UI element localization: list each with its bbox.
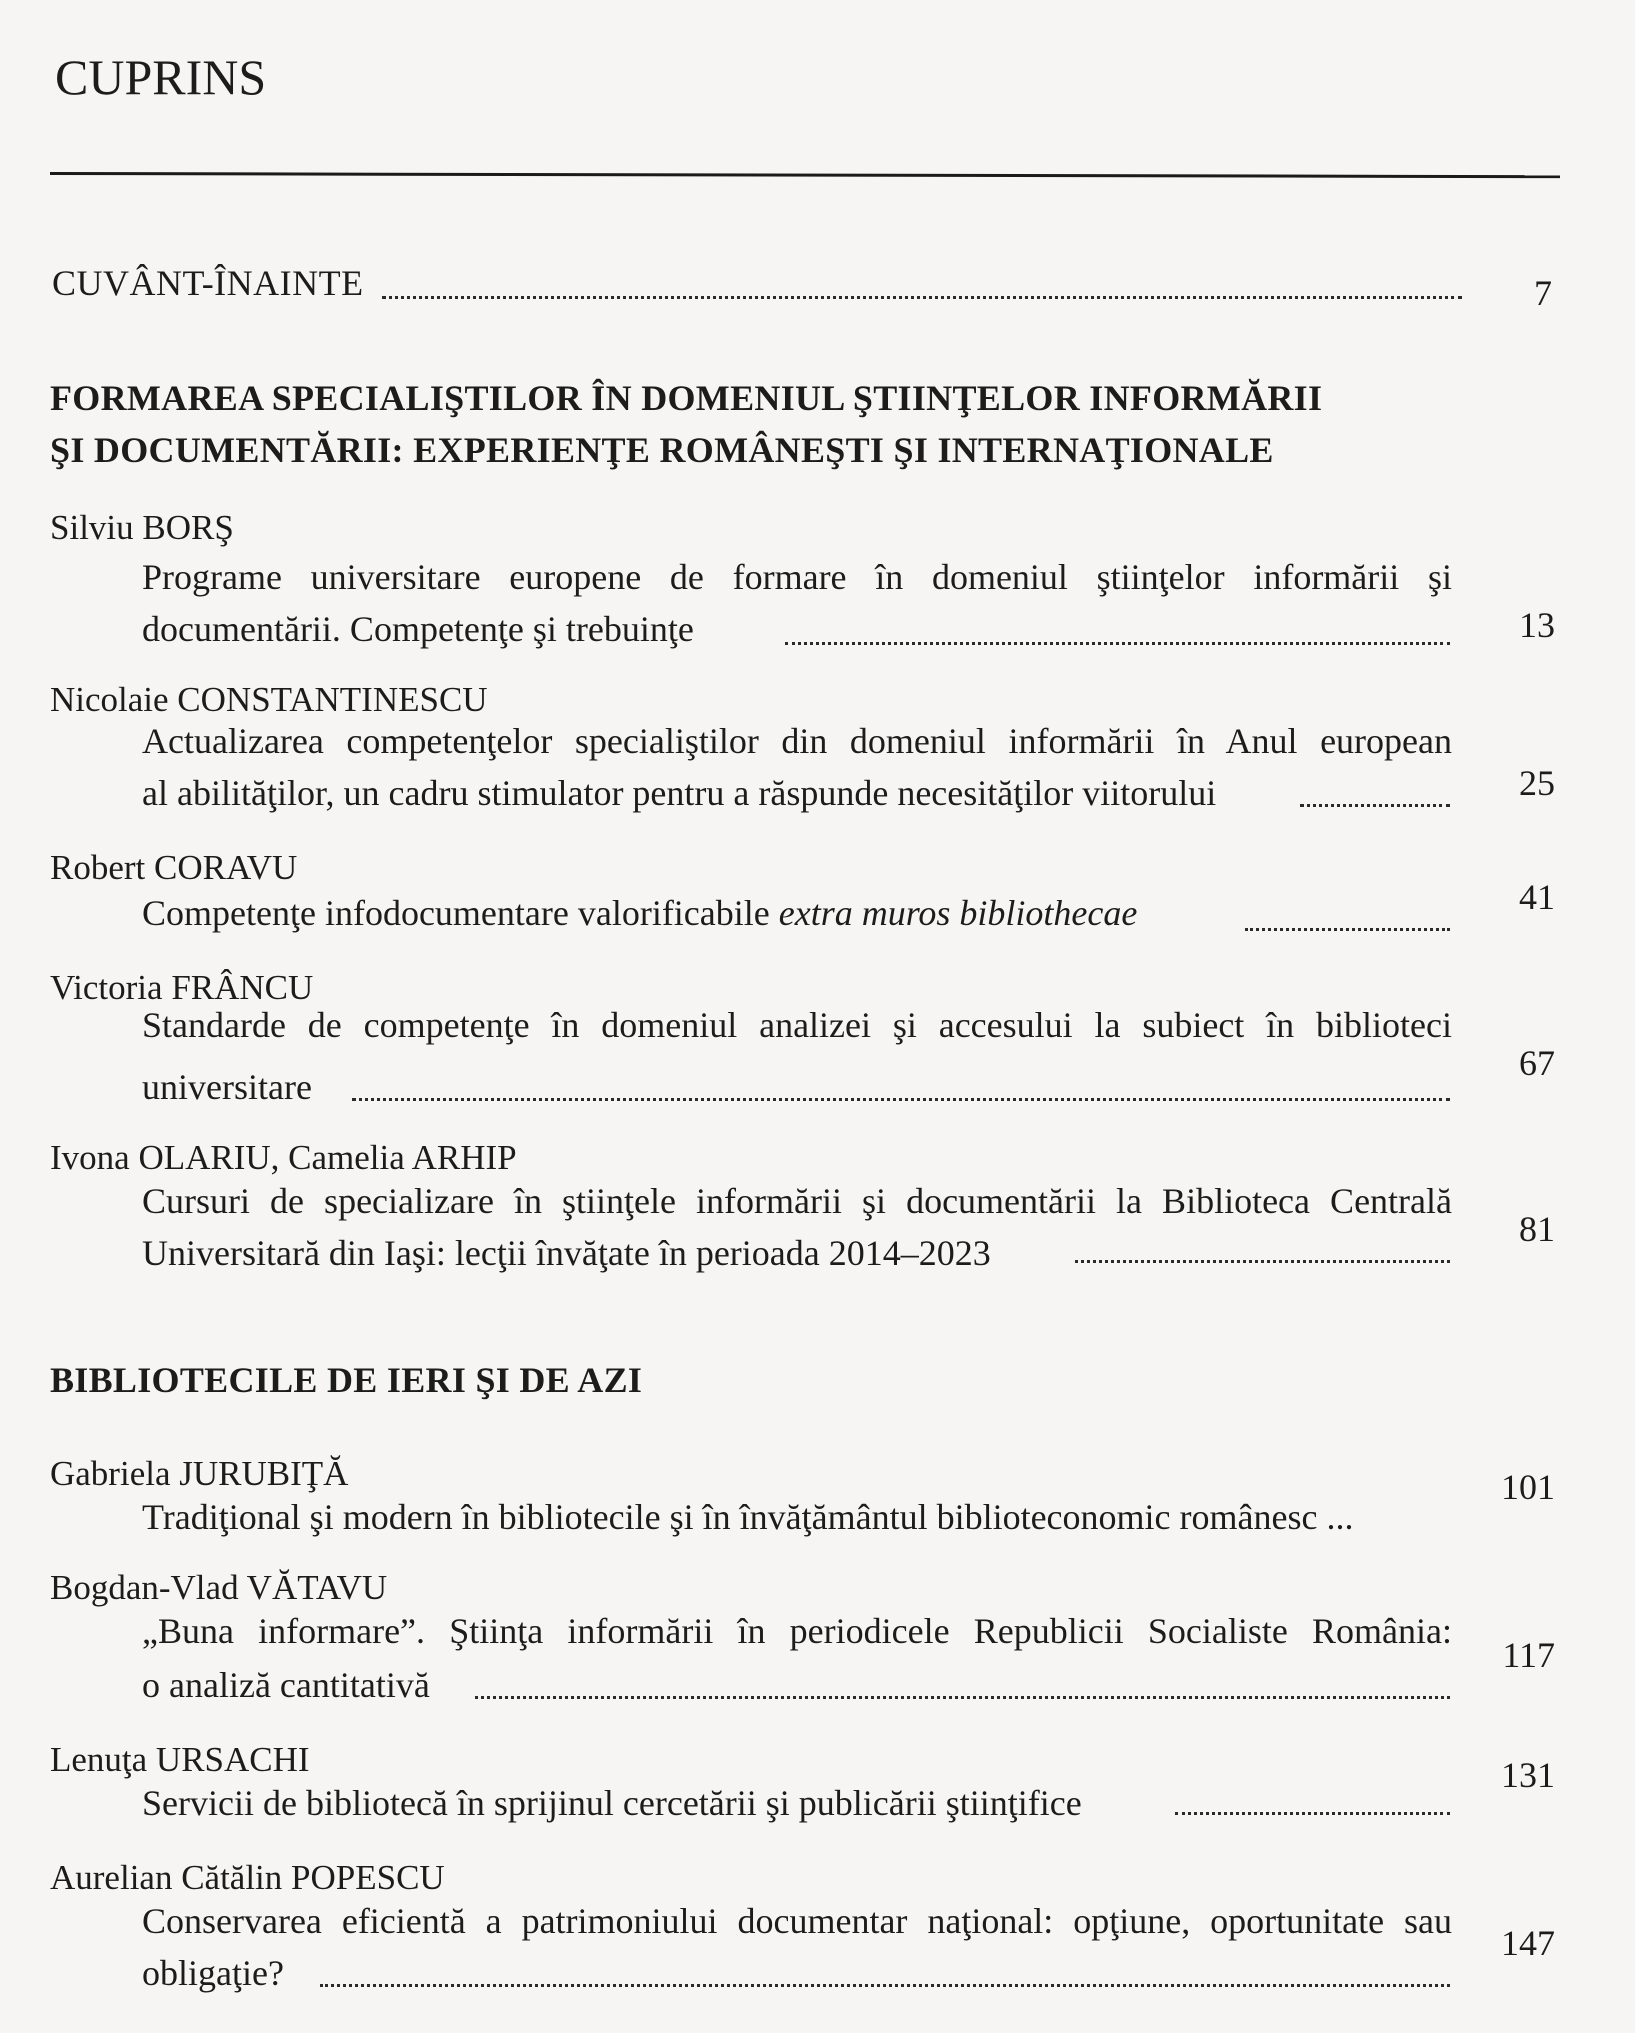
entry-author: Aurelian Cătălin POPESCU <box>50 1858 445 1897</box>
title-rule <box>50 172 1560 178</box>
entry-title-line: documentării. Competenţe şi trebuinţe <box>142 609 694 649</box>
entry-author: Nicolaie CONSTANTINESCU <box>50 680 488 719</box>
page-number: 41 <box>1519 877 1555 917</box>
entry-author: Robert CORAVU <box>50 848 298 887</box>
entry-title-line: obligaţie? <box>142 1953 284 1993</box>
section-title-line: FORMAREA SPECIALIŞTILOR ÎN DOMENIUL ŞTIINŢELOR INFORMĂRII <box>50 378 1323 418</box>
entry-title-line: o analiză cantitativă <box>142 1665 430 1705</box>
entry-author: Ivona OLARIU, Camelia ARHIP <box>50 1138 517 1177</box>
toc-entry-foreword[interactable] <box>52 262 1552 312</box>
entry-author: Bogdan-Vlad VĂTAVU <box>50 1568 388 1607</box>
entry-title-line: universitare <box>142 1067 312 1107</box>
entry-title-line <box>142 892 1137 934</box>
entry-title-text: Competenţe infodocumentare valorificabile <box>142 893 770 933</box>
page-number: 67 <box>1519 1043 1555 1083</box>
entry-author: Victoria FRÂNCU <box>50 968 314 1007</box>
entry-author: Gabriela JURUBIŢĂ <box>50 1454 349 1493</box>
entry-title-line: Conservarea eficientă a patrimoniului documentar naţional: opţiune, oportunitate sau <box>142 1901 1452 1941</box>
dot-leader <box>1175 1812 1450 1815</box>
page-number: 147 <box>1501 1923 1555 1963</box>
page-number: 7 <box>1534 273 1552 313</box>
section-title <box>50 372 1322 476</box>
page-number: 131 <box>1501 1755 1555 1795</box>
section-title-line: ŞI DOCUMENTĂRII: EXPERIENŢE ROMÂNEŞTI ŞI INTERNAŢIONALE <box>50 430 1274 470</box>
dot-leader <box>785 642 1450 645</box>
entry-title-line: Universitară din Iaşi: lecţii învăţate în perioada 2014–2023 <box>142 1233 991 1273</box>
entry-title-line: Standarde de competenţe în domeniul analizei şi accesului la subiect în biblioteci <box>142 1005 1452 1045</box>
page-number: 101 <box>1501 1467 1555 1507</box>
entry-author: Lenuţa URSACHI <box>50 1740 310 1779</box>
dot-leader <box>382 296 1462 299</box>
dot-leader <box>320 1984 1450 1987</box>
page-number: 25 <box>1519 763 1555 803</box>
section-title <box>50 1354 642 1406</box>
entry-title-line: Tradiţional şi modern în bibliotecile şi în învăţământul biblioteconomic românesc ... <box>142 1497 1354 1537</box>
entry-title-line: Cursuri de specializare în ştiinţele informării şi documentării la Biblioteca Centrală <box>142 1181 1452 1221</box>
dot-leader <box>1300 804 1450 807</box>
entry-title-line: Actualizarea competenţelor specialiştilor din domeniul informării în Anul european <box>142 721 1452 761</box>
section-title-line: BIBLIOTECILE DE IERI ŞI DE AZI <box>50 1360 643 1400</box>
dot-leader <box>352 1098 1450 1101</box>
page-number: 81 <box>1519 1209 1555 1249</box>
entry-title-line: „Buna informare”. Ştiinţa informării în periodicele Republicii Socialiste România: <box>142 1611 1452 1651</box>
entry-title-line: Servicii de bibliotecă în sprijinul cercetării şi publicării ştiinţifice <box>142 1783 1082 1823</box>
entry-title-line: al abilităţilor, un cadru stimulator pentru a răspunde necesităţilor viitorului <box>142 773 1217 813</box>
dot-leader <box>1245 928 1450 931</box>
entry-title-line: Programe universitare europene de formare în domeniul ştiinţelor informării şi <box>142 557 1452 597</box>
entry-author: Silviu BORŞ <box>50 508 234 547</box>
foreword-label: CUVÂNT-ÎNAINTE <box>52 263 364 303</box>
page-number: 13 <box>1519 605 1555 645</box>
page-number: 117 <box>1502 1635 1555 1675</box>
entry-title-italic: extra muros bibliothecae <box>778 893 1138 933</box>
dot-leader <box>1075 1260 1450 1263</box>
dot-leader <box>475 1696 1450 1699</box>
page-title: CUPRINS <box>55 49 267 105</box>
